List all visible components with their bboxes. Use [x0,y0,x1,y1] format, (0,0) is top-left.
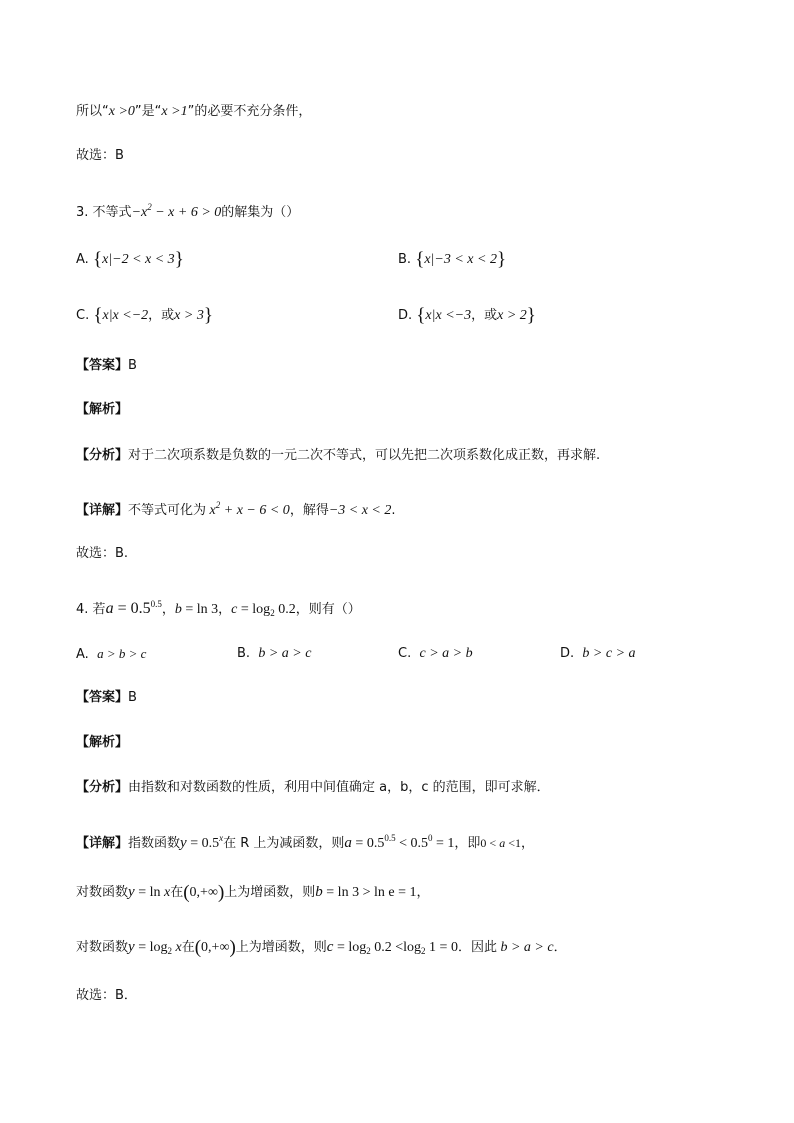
q4-option-b: B. b > a > c [237,646,312,661]
q3-fenxi: 【分析】对于二次项系数是负数的一元二次不等式，可以先把二次项系数化成正数，再求解. [76,448,601,463]
q3-option-b: B. {x|−3 < x < 2} [398,249,507,270]
q3-option-d: D. {x|x <−3，或x > 2} [398,305,536,326]
q4-fenxi: 【分析】由指数和对数函数的性质，利用中间值确定 a，b，c 的范围，即可求解． [76,780,550,795]
q3-option-c: C. {x|x <−2，或x > 3} [76,305,213,326]
q3-analysis-label: 【解析】 [76,402,129,417]
q4-choice: 故选：B． [76,988,137,1003]
q4-answer: 【答案】B [76,690,137,705]
q4-analysis-label: 【解析】 [76,735,129,750]
prev-conclusion: 所以“x >0”是“x >1”的必要不充分条件， [76,104,312,119]
q4-xiangjie-line3: 对数函数$y = \log_2 x$在(0,+∞)上为增函数，则$c = \log_2 0.2 <\log_2$ 1 = 0．因此 b > a > c． [76,937,567,958]
q4-stem: 4. 若$a = 0.5^{0.5}$，b = ln 3，$c = \log_2 0.2$，则有（） [76,599,361,618]
q4-xiangjie-line2: 对数函数y = ln x在(0,+∞)上为增函数，则b = ln 3 > ln e = 1， [76,882,430,903]
q3-xiangjie: 【详解】不等式可化为 $x^2 + x - 6 < 0$，解得−3 < x < 2. [76,500,396,518]
q3-answer: 【答案】B [76,358,137,373]
q4-option-a: A. a > b > c [76,646,147,662]
prev-choice: 故选：B [76,148,124,163]
q4-option-c: C. c > a > b [398,646,473,661]
q4-xiangjie-line1: 【详解】指数函数$y = 0.5^x$在 R 上为减函数，则$a = 0.5^{0.5} < 0.5^0 = 1$，即0 < a <1， [76,833,534,851]
q3-stem: 3. 不等式$-x^2 - x + 6 > 0$的解集为（） [76,202,300,220]
q3-option-a: A. {x|−2 < x < 3} [76,249,184,270]
q3-choice: 故选：B. [76,546,129,561]
q4-option-d: D. b > c > a [560,646,636,661]
